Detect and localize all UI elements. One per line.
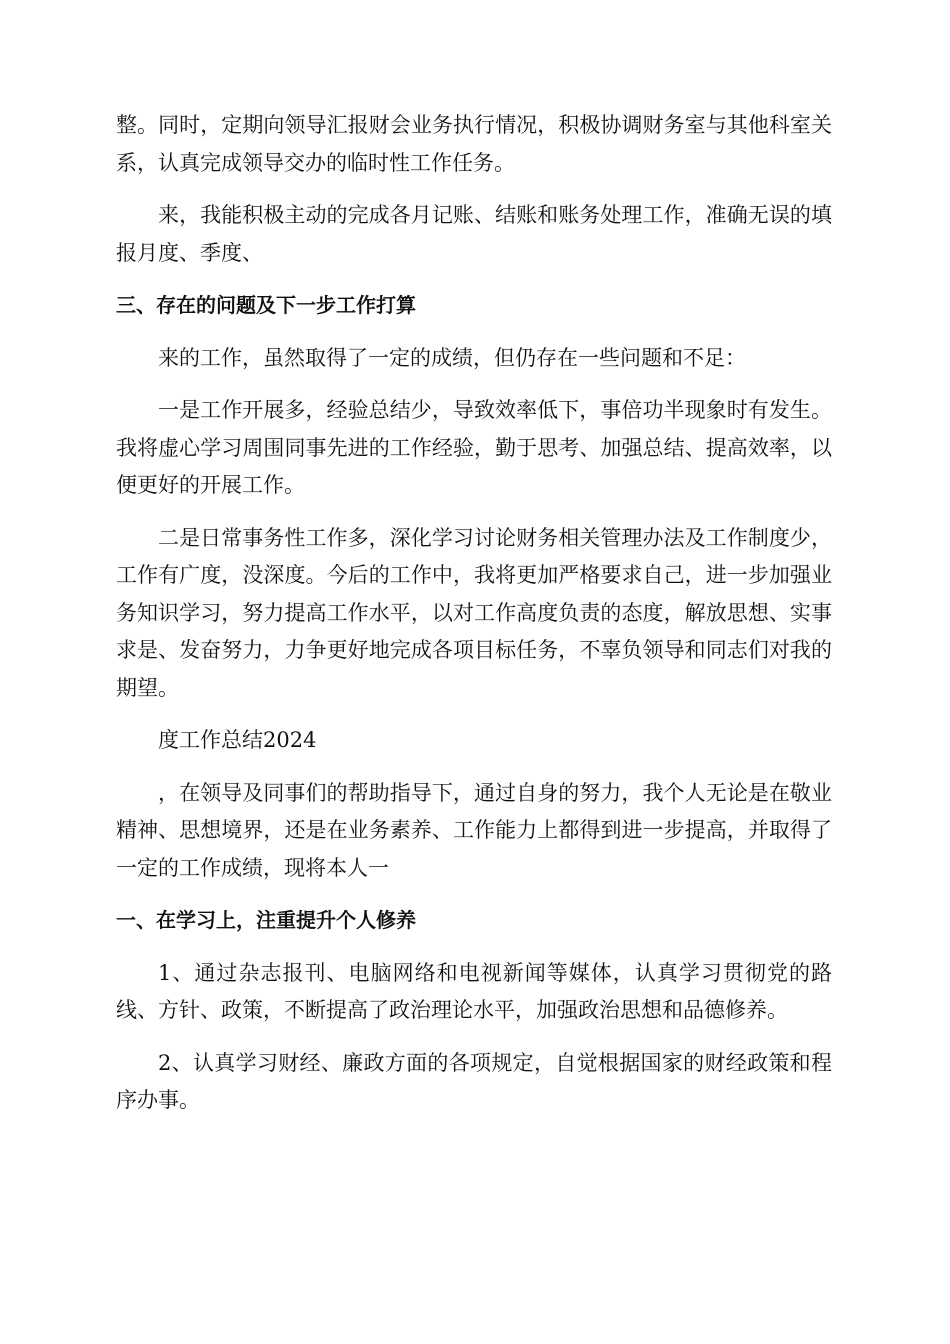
section-heading-3: 三、存在的问题及下一步工作打算 <box>116 293 416 317</box>
paragraph-2: 来，我能积极主动的完成各月记账、结账和账务处理工作，准确无误的填报月度、季度、 <box>116 203 832 265</box>
document-body <box>116 107 832 1135</box>
section-heading-1: 一、在学习上，注重提升个人修养 <box>116 908 416 932</box>
paragraph-11: 2、认真学习财经、廉政方面的各项规定，自觉根据国家的财经政策和程序办事。 <box>116 1050 832 1112</box>
paragraph-4: 来的工作，虽然取得了一定的成绩，但仍存在一些问题和不足： <box>158 345 746 370</box>
paragraph-1: 整。同时，定期向领导汇报财会业务执行情况，积极协调财务室与其他科室关系，认真完成领导交办的临时性工作任务。 <box>116 113 832 175</box>
paragraph-7: 度工作总结2024 <box>158 728 317 752</box>
paragraph-5: 一是工作开展多，经验总结少，导致效率低下，事倍功半现象时有发生。我将虚心学习周围同事先进的工作经验，勤于思考、加强总结、提高效率，以便更好的开展工作。 <box>116 398 832 497</box>
paragraph-10: 1、通过杂志报刊、电脑网络和电视新闻等媒体，认真学习贯彻党的路线、方针、政策，不断提高了政治理论水平，加强政治思想和品德修养。 <box>116 960 832 1022</box>
paragraph-8: ，在领导及同事们的帮助指导下，通过自身的努力，我个人无论是在敬业精神、思想境界，还是在业务素养、工作能力上都得到进一步提高，并取得了一定的工作成绩，现将本人一 <box>116 780 832 880</box>
paragraph-6: 二是日常事务性工作多，深化学习讨论财务相关管理办法及工作制度少，工作有广度，没深度。今后的工作中，我将更加严格要求自己，进一步加强业务知识学习，努力提高工作水平，以对工作高度负责的态度，解放思想、实事求是、发奋努力，力争更好地完成各项目标任务，不辜负领导和同志们对我的期望。 <box>116 525 832 700</box>
